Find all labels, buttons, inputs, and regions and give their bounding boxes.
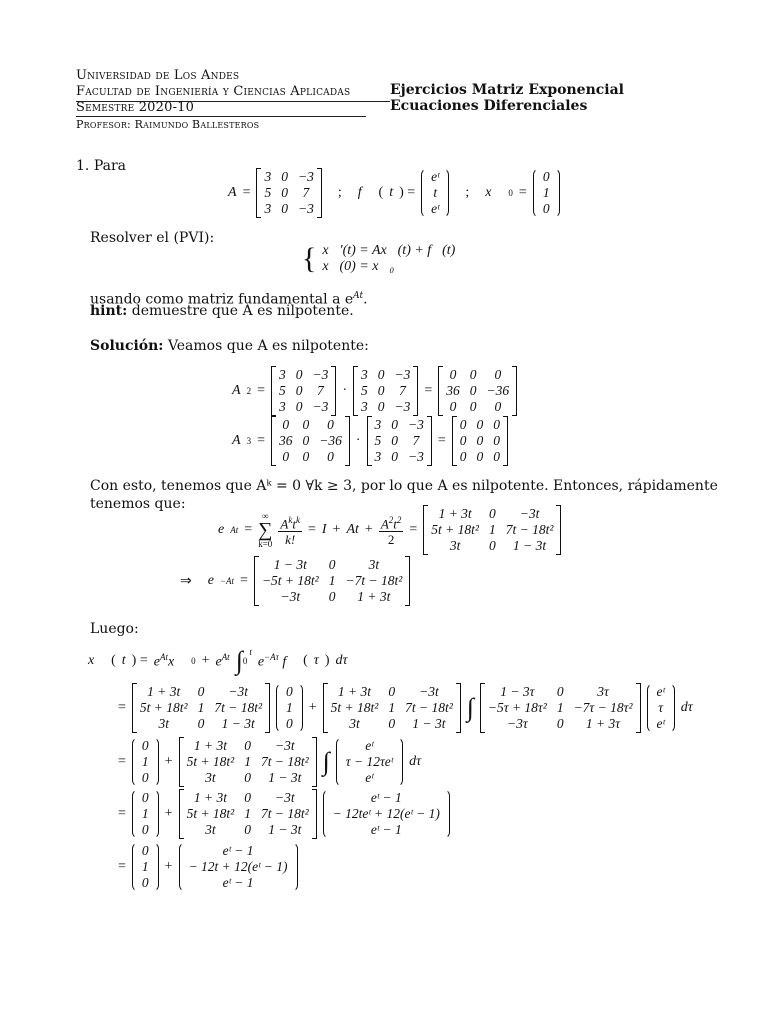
matrix-cell: 0	[328, 589, 336, 604]
eAt-matrix	[423, 505, 561, 555]
solution-intro	[90, 337, 369, 355]
final-vector	[179, 842, 298, 892]
matrix-cell: 0	[197, 716, 205, 731]
vector-entry: τ	[658, 700, 664, 715]
matrix-cell: 0	[494, 399, 502, 414]
matrix-cell: 1 − 3t	[268, 822, 302, 837]
matrix-cell: 1	[197, 700, 205, 715]
pvi-initial-condition: x⃗(0) = x⃗₀	[322, 259, 395, 274]
matrix-cell: 0	[449, 399, 457, 414]
matrix-cell: 7t − 18t²	[405, 700, 453, 715]
matrix-cell: 1	[244, 754, 251, 769]
matrix-cell: 0	[556, 684, 564, 699]
matrix-cell: 36	[446, 383, 460, 398]
problem-intro: Para	[93, 158, 126, 174]
matrix-cell: 0	[327, 449, 334, 464]
matrix-cell: 0	[328, 557, 336, 572]
matrix-cell: 7	[317, 383, 324, 398]
matrix-cell: 7t − 18t²	[214, 700, 262, 715]
matrix-cell: −3	[312, 399, 329, 414]
matrix-cell: 3	[264, 169, 272, 184]
matrix-cell: 0	[244, 738, 251, 753]
matrix-cell: 3τ	[597, 684, 609, 699]
vector-entry: 1	[286, 700, 293, 715]
matrix-cell: 1	[388, 700, 396, 715]
matrix-cell: −3	[408, 449, 424, 464]
vector-entry: − 12t + 12(eᵗ − 1)	[188, 859, 288, 874]
matrix-cell: 0	[488, 506, 496, 521]
matrix-cell: 0	[295, 399, 303, 414]
matrix-cell: 0	[459, 449, 467, 464]
vector-entry: 0	[286, 684, 293, 699]
matrix-cell: 0	[493, 449, 501, 464]
matrix-cell: 0	[391, 449, 399, 464]
matrix-cell: 3t	[368, 557, 380, 572]
matrix-cell: −3	[297, 169, 314, 184]
matrix-cell: −3t	[228, 684, 248, 699]
matrix-cell: 3	[361, 367, 368, 382]
matrix-cell: 1 − 3t	[268, 770, 302, 785]
matrix-cell: 5t + 18t²	[330, 700, 379, 715]
inverse-exponential: ⇒ e −At = 1 − 3t 0 3t −5t + 18t² 1 −7t − 18t² −3t 0 1 + 3t	[180, 556, 410, 606]
matrix-cell: 1 − 3t	[273, 557, 307, 572]
hint-text: demuestre que A es nilpotente.	[131, 303, 354, 319]
vector-entry: 0	[141, 843, 149, 858]
matrix-cell: 1 + 3t	[193, 790, 227, 805]
vector-entry: 0	[542, 169, 550, 184]
matrix-cell: −3	[394, 367, 411, 382]
matrix-cell: 1	[244, 806, 251, 821]
vector-entry: eᵗ	[431, 169, 440, 184]
vector-entry: 0	[141, 822, 149, 837]
matrix-cell: 0	[476, 433, 484, 448]
matrix-cell: 0	[556, 716, 564, 731]
solution-intro-text: Veamos que A es nilpotente:	[167, 338, 369, 354]
matrix-cell: −3t	[419, 684, 439, 699]
matrix-cell: 0	[244, 770, 251, 785]
matrix-cell: 0	[388, 716, 396, 731]
A-squared-equation: A 2 = 3 0 −3 5 0 7 3 0 −3 · 3 0 −3 5 0 7 3 0 −3 = 0 0 0 36 0 −36 0 0 0	[232, 366, 517, 416]
matrix-cell: −3t	[519, 506, 540, 521]
step-3: = 0 1 0 + 1 + 3t 0 −3t 5t + 18t² 1 7t − 18t² 3t 0 1 − 3t eᵗ − 1 − 12teᵗ + 12(eᵗ − 1) eᵗ − 1	[118, 789, 450, 839]
matrix-cell: 7	[399, 383, 406, 398]
matrix-cell: 0	[282, 449, 290, 464]
matrix-cell: 0	[302, 417, 310, 432]
matrix-cell: 0	[302, 449, 310, 464]
vector-entry: 0	[141, 770, 149, 785]
vector-entry: eᵗ	[365, 770, 374, 785]
using-fundamental-text: usando como matriz fundamental a $e^{At}$.	[90, 291, 368, 308]
vector-x0	[533, 168, 560, 218]
matrix-cell: 0	[377, 399, 385, 414]
matrix-cell: 1 − 3t	[221, 716, 255, 731]
matrix-cell: 0	[488, 538, 496, 553]
problem-number: 1.	[76, 158, 90, 174]
step-2: = 0 1 0 + 1 + 3t 0 −3t 5t + 18t² 1 7t − 18t² 3t 0 1 − 3t ∫ eᵗ τ − 12τeᵗ eᵗ dτ	[118, 738, 422, 785]
matrix-cell: 0	[244, 822, 251, 837]
matrix-cell: −7t − 18t²	[345, 573, 403, 588]
semester: Semestre 2020-10	[76, 100, 195, 115]
matrix-cell: 0	[377, 383, 385, 398]
matrix-cell: 1 − 3t	[412, 716, 446, 731]
matrix-cell: 7t − 18t²	[505, 522, 554, 537]
matrix-cell: 5t + 18t²	[186, 806, 235, 821]
matrix-cell: 5	[374, 433, 382, 448]
matrix-cell: −3τ	[506, 716, 528, 731]
matrix-cell: −3t	[275, 790, 295, 805]
matrix-cell: 5t + 18t²	[186, 754, 235, 769]
matrix-cell: −7τ − 18τ²	[573, 700, 633, 715]
doc-title-1: Ejercicios Matriz Exponencial	[390, 82, 624, 98]
hint-label: hint:	[90, 303, 128, 319]
matrix-cell: 3	[278, 399, 286, 414]
matrix-cell: 0	[244, 790, 251, 805]
matrix-cell: −36	[486, 383, 510, 398]
matrix-cell: 0	[469, 367, 477, 382]
matrix-cell: 1	[556, 700, 564, 715]
matrix-cell: 3	[374, 449, 382, 464]
vector-entry: eᵗ − 1	[370, 790, 402, 805]
vector-entry: 1	[141, 859, 149, 874]
matrix-cell: 0	[391, 433, 399, 448]
vector-entry: eᵗ − 1	[222, 843, 254, 858]
matrix-cell: 5t + 18t²	[431, 522, 479, 537]
vector-f	[421, 168, 449, 218]
matrix-cell: −3	[312, 367, 329, 382]
vector-entry: 1	[141, 754, 149, 769]
vector-entry: 0	[141, 738, 149, 753]
matrix-cell: 3t	[158, 716, 169, 731]
matrix-cell: 0	[493, 417, 501, 432]
matrix-cell: 0	[493, 433, 501, 448]
matrix-cell: 3t	[449, 538, 461, 553]
matrix-cell: 5	[361, 383, 368, 398]
header-rule-mid	[366, 101, 390, 102]
exponential-series: e At = ∞ ∑ k=0 $\frac{A^kt^k}{k!}$ = I + At + $\frac{A^2t^2}{2}$ = 1 + 3t 0 −3t 5t + 18t² 1 7t − 18t² 3t 0 1 − 3t	[218, 505, 561, 555]
matrix-cell: 0	[282, 417, 290, 432]
matrix-cell: 1 − 3τ	[500, 684, 535, 699]
pvi-system	[302, 243, 455, 275]
professor: Profesor: Raimundo Ballesteros	[76, 118, 260, 131]
vector-entry: 0	[141, 790, 149, 805]
matrix-cell: 0	[476, 417, 484, 432]
matrix-cell: −36	[319, 433, 342, 448]
university-name: Universidad de Los Andes	[76, 68, 240, 83]
given-definitions: A = 3 0 −3 5 0 7 3 0 −3 ; f⃗ ( t ) = eᵗ t eᵗ ; x⃗ 0 = 0 1 0	[228, 168, 560, 218]
variation-of-parameters-formula: x⃗ ( t ) = $e^{At}x⃗$ 0 + $e^{At}$ ∫ 0 $^t$ $e^{-A\tau}$ f⃗ ( τ ) dτ	[88, 646, 348, 675]
solution-label: Solución:	[90, 338, 164, 354]
matrix-cell: 3	[361, 399, 368, 414]
matrix-cell: 1 + 3t	[438, 506, 472, 521]
matrix-cell: 0	[494, 367, 502, 382]
vector-entry: 1	[141, 806, 149, 821]
left-brace-icon: {	[302, 242, 317, 275]
matrix-cell: −3t	[280, 589, 301, 604]
matrix-cell: −5τ + 18τ²	[487, 700, 547, 715]
matrix-cell: 0	[476, 449, 484, 464]
matrix-cell: −3	[408, 417, 424, 432]
matrix-cell: 1 + 3τ	[585, 716, 621, 731]
matrix-cell: 5	[264, 185, 272, 200]
e-minus-At-matrix	[254, 556, 410, 606]
matrix-cell: −3	[394, 399, 411, 414]
vector-entry: eᵗ	[656, 716, 665, 731]
using-text: usando como matriz fundamental a e	[90, 291, 354, 308]
matrix-cell: 0	[469, 383, 477, 398]
matrix-cell: 0	[281, 185, 288, 200]
matrix-cell: 0	[295, 383, 303, 398]
matrix-cell: 5t + 18t²	[139, 700, 188, 715]
zero-matrix	[452, 416, 508, 466]
vector-entry: t	[433, 185, 438, 200]
matrix-cell: 1	[488, 522, 496, 537]
matrix-cell: 0	[295, 367, 303, 382]
step-4: = 0 1 0 + eᵗ − 1 − 12t + 12(eᵗ − 1) eᵗ − 1	[118, 842, 298, 892]
matrix-cell: 7	[412, 433, 420, 448]
vector-entry: 0	[286, 716, 293, 731]
matrix-A	[256, 168, 321, 218]
solve-pvi-text: Resolver el (PVI):	[90, 230, 215, 246]
vector-entry: eᵗ − 1	[370, 822, 402, 837]
hint	[90, 302, 354, 320]
matrix-cell: 3	[264, 201, 272, 216]
matrix-cell: 5	[278, 383, 286, 398]
matrix-cell: 1 + 3t	[357, 589, 391, 604]
nilpotent-conclusion: Con esto, tenemos que Aᵏ = 0 ∀k ≥ 3, por lo que A es nilpotente. Entonces, rápidamente tenemos que:	[90, 478, 718, 512]
matrix-cell: −3	[297, 201, 314, 216]
matrix-cell: 3	[278, 367, 286, 382]
matrix-cell: 0	[459, 417, 467, 432]
matrix-cell: 7t − 18t²	[260, 754, 309, 769]
matrix-cell: 1 − 3t	[512, 538, 547, 553]
matrix-cell: 0	[302, 433, 310, 448]
matrix-cell: 36	[278, 433, 293, 448]
vector-entry: − 12teᵗ + 12(eᵗ − 1)	[332, 806, 440, 821]
vector-entry: τ − 12τeᵗ	[345, 754, 394, 769]
luego-text: Luego:	[90, 621, 139, 637]
matrix-cell: −3t	[275, 738, 295, 753]
matrix-cell: 0	[281, 169, 288, 184]
matrix-cell: 1	[328, 573, 336, 588]
matrix-cell: 0	[469, 399, 477, 414]
matrix-cell: 0	[197, 684, 205, 699]
vector-entry: eᵗ	[431, 201, 440, 216]
matrix-cell: −5t + 18t²	[261, 573, 319, 588]
matrix-cell: 3t	[205, 822, 216, 837]
vector-entry: 1	[542, 185, 550, 200]
vector-entry: 0	[141, 875, 149, 890]
matrix-cell: 0	[388, 684, 396, 699]
matrix-cell: 1 + 3t	[147, 684, 181, 699]
matrix-cell: 0	[449, 367, 457, 382]
vector-entry: eᵗ	[365, 738, 374, 753]
matrix-cell: 0	[327, 417, 334, 432]
matrix-cell: 1 + 3t	[193, 738, 227, 753]
matrix-cell: 3t	[349, 716, 360, 731]
matrix-cell: 3t	[205, 770, 216, 785]
faculty-name: Facultad de Ingeniería y Ciencias Aplicadas	[76, 84, 351, 99]
A-squared-result	[438, 366, 517, 416]
matrix-cell: 7t − 18t²	[260, 806, 309, 821]
matrix-cell: 1 + 3t	[337, 684, 372, 699]
vector-entry: 0	[542, 201, 550, 216]
A-cubed-equation: A 3 = 0 0 0 36 0 −36 0 0 0 · 3 0 −3 5 0 7 3 0 −3 = 0 0 0 0 0 0 0 0 0	[232, 416, 508, 466]
problem-number-intro	[76, 157, 126, 175]
vector-entry: eᵗ − 1	[222, 875, 254, 890]
matrix-cell: 0	[377, 367, 385, 382]
step-1: = 1 + 3t 0 −3t 5t + 18t² 1 7t − 18t² 3t 0 1 − 3t 0 1 0 + 1 + 3t 0 −3t 5t + 18t² 1 7t − 18t² 3t 0 1 − 3t ∫ 1 − 3τ 0 3τ −5τ + 18τ² 1 −7τ − 18τ² −3τ 0 1 + 3τ eᵗ τ eᵗ dτ	[118, 684, 693, 731]
matrix-cell: 7	[302, 185, 310, 200]
matrix-cell: 0	[391, 417, 399, 432]
matrix-cell: 0	[281, 201, 288, 216]
doc-title-2: Ecuaciones Diferenciales	[390, 98, 588, 114]
pvi-equation: x⃗′(t) = Ax⃗(t) + f⃗(t)	[322, 243, 456, 258]
matrix-cell: 0	[459, 433, 467, 448]
matrix-cell: 3	[374, 417, 382, 432]
vector-entry: eᵗ	[656, 684, 665, 699]
